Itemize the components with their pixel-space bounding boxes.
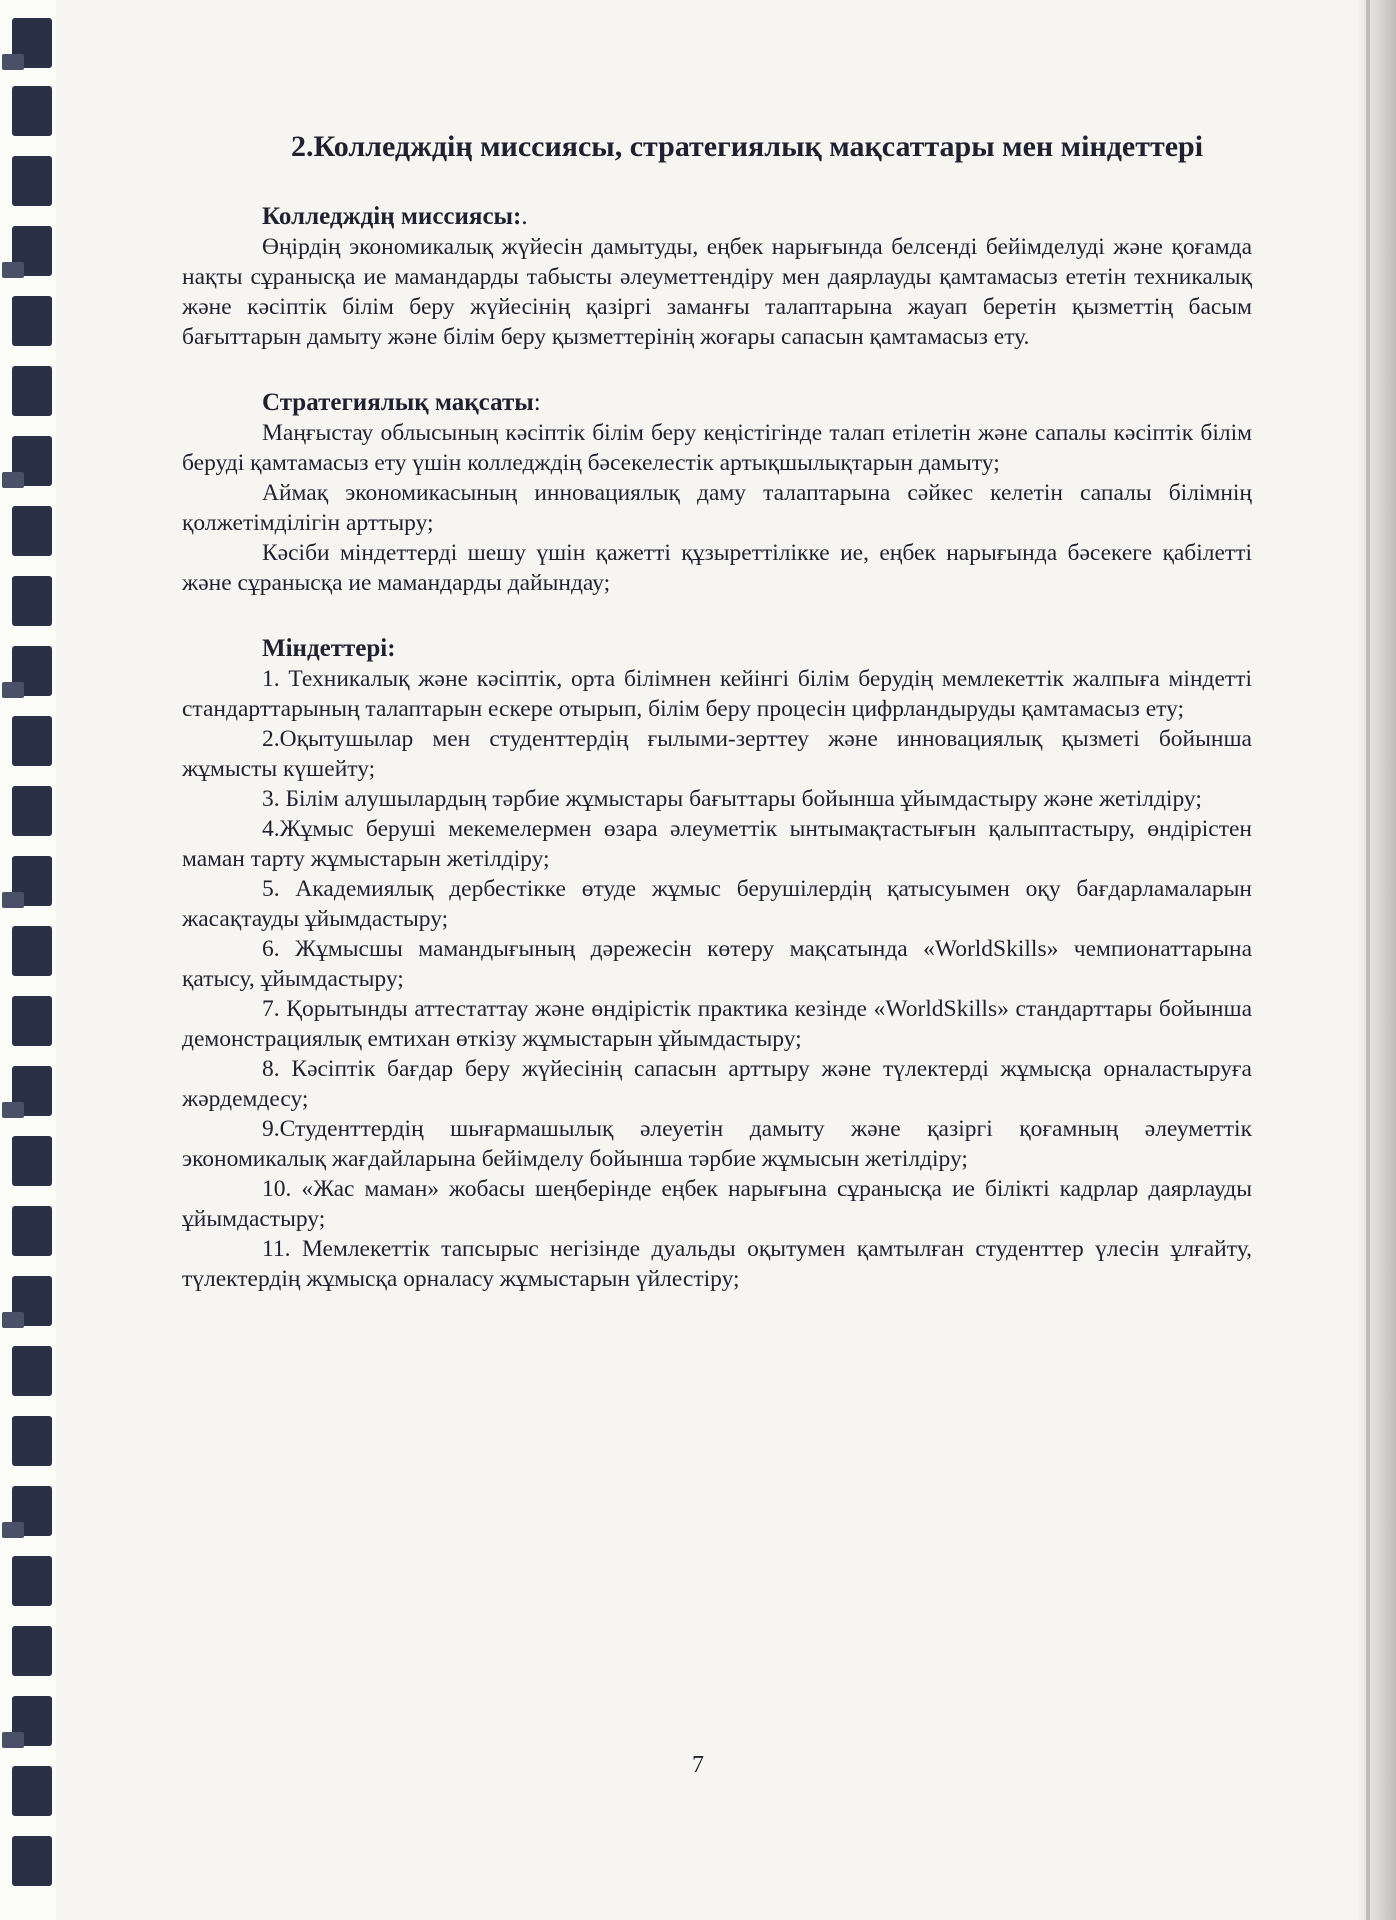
binding-ring (2, 262, 24, 278)
strategic-heading (182, 388, 1252, 418)
task-item: 2.Оқытушылар мен студенттердің ғылыми-зерттеу және инновациялық қызметі бойынша жұмысты күшейту; (182, 726, 1252, 782)
binding-hole (12, 1416, 52, 1466)
tasks-section (182, 634, 1252, 1294)
task-item: 7. Қорытынды аттестаттау және өндірістік практика кезінде «WorldSkills» стандарттары бойынша демонстрациялық емтихан өткізу жұмыстарын ұйымдастыру; (182, 996, 1252, 1052)
binding-hole (12, 1836, 52, 1886)
binding-hole (12, 1626, 52, 1676)
spacer (182, 352, 1252, 388)
task-item: 3. Білім алушылардың тәрбие жұмыстары бағыттары бойынша ұйымдастыру және жетілдіру; (262, 786, 1202, 812)
strategic-heading-suffix: : (533, 389, 541, 416)
spacer (182, 166, 1252, 202)
page-title: 2.Колледждің миссиясы, стратегиялық мақсаттары мен міндеттері (290, 130, 1204, 163)
task-item: 9.Студенттердің шығармашылық әлеуетін дамыту және қазіргі қоғамның әлеуметтік экономикалық жағдайларына бейімделу бойынша тәрбие жұмысын жетілдіру; (182, 1116, 1252, 1172)
binding-hole (12, 996, 52, 1046)
binding-hole (12, 156, 52, 206)
mission-heading-label: Колледждің миссиясы: (262, 203, 522, 230)
binding-hole (12, 506, 52, 556)
binding-hole (12, 926, 52, 976)
task-item: 8. Кәсіптік бағдар беру жүйесінің сапасын арттыру және түлектерді жұмысқа орналастыруға жәрдемдесу; (182, 1056, 1252, 1112)
mission-heading (182, 202, 1252, 232)
document-page (182, 100, 1252, 1820)
page-number: 7 (692, 1752, 704, 1778)
scan-edge-line (1366, 0, 1370, 1920)
strategic-item: Маңғыстау облысының кәсіптік білім беру кеңістігінде талап етілетін және сапалы кәсіптік білім беруді қамтамасыз ету үшін колледждің бәсекелестік артықшылықтарын дамыту; (182, 420, 1252, 476)
task-item: 1. Техникалық және кәсіптік, орта білімнен кейінгі білім берудің мемлекеттік жалпыға міндетті стандарттарының талаптарын ескере отырып, білім беру процесін цифрландыруды қамтамасыз ету; (182, 666, 1252, 722)
mission-text: Өңірдің экономикалық жүйесін дамытуды, еңбек нарығында белсенді бейімделуді және қоғамда нақты сұранысқа ие мамандарды табысты әлеуметтендіру мен даярлауды қамтамасыз ететін техникалық және кәсіптік білім беру жүйесінің қазіргі заманғы талаптарына жауап беретін қызметтің басым бағыттарын дамыту және білім беру қызметтерінің жоғары сапасын қамтамасыз ету. (182, 234, 1252, 350)
task-item: 6. Жұмысшы мамандығының дәрежесін көтеру мақсатында «WorldSkills» чемпионаттарына қатысу, ұйымдастыру; (182, 936, 1252, 992)
task-item: 5. Академиялық дербестікке өтуде жұмыс берушілердің қатысуымен оқу бағдарламаларын жасақтауды ұйымдастыру; (182, 876, 1252, 932)
binding-ring (2, 682, 24, 698)
strategic-item: Кәсіби міндеттерді шешу үшін қажетті құзыреттілікке ие, еңбек нарығында бәсекеге қабілетті және сұранысқа ие мамандарды дайындау; (182, 540, 1252, 596)
binding-hole (12, 1556, 52, 1606)
binding-hole (12, 786, 52, 836)
binding-hole (12, 1206, 52, 1256)
binding-hole (12, 1346, 52, 1396)
binding-ring (2, 54, 24, 70)
strategic-item: Аймақ экономикасының инновациялық даму талаптарына сәйкес келетін сапалы білімнің қолжетімділігін арттыру; (182, 480, 1252, 536)
binding-hole (12, 716, 52, 766)
binding-ring (2, 1732, 24, 1748)
binding-hole (12, 296, 52, 346)
binding-hole (12, 366, 52, 416)
task-item: 10. «Жас маман» жобасы шеңберінде еңбек нарығына сұранысқа ие білікті кадрлар даярлауды ұйымдастыру; (182, 1176, 1252, 1232)
strategic-heading-label: Стратегиялық мақсаты (262, 389, 534, 416)
task-item: 4.Жұмыс беруші мекемелермен өзара әлеуметтік ынтымақтастығын қалыптастыру, өндірістен маман тарту жұмыстарын жетілдіру; (182, 816, 1252, 872)
binding-ring (2, 1312, 24, 1328)
binding-ring (2, 1102, 24, 1118)
binding-hole (12, 1136, 52, 1186)
spiral-binding (0, 0, 56, 1920)
task-item: 11. Мемлекеттік тапсырыс негізінде дуальды оқытумен қамтылған студенттер үлесін ұлғайту, түлектердің жұмысқа орналасу жұмыстарын үйлестіру; (182, 1236, 1252, 1292)
mission-section (182, 202, 1252, 352)
binding-hole (12, 576, 52, 626)
scan-edge-shadow (1358, 0, 1396, 1920)
binding-hole (12, 1766, 52, 1816)
strategic-section (182, 388, 1252, 598)
tasks-heading: Міндеттері: (262, 635, 396, 662)
mission-heading-suffix: . (521, 203, 528, 230)
binding-ring (2, 1522, 24, 1538)
binding-hole (12, 86, 52, 136)
binding-ring (2, 472, 24, 488)
spacer (182, 598, 1252, 634)
binding-ring (2, 892, 24, 908)
